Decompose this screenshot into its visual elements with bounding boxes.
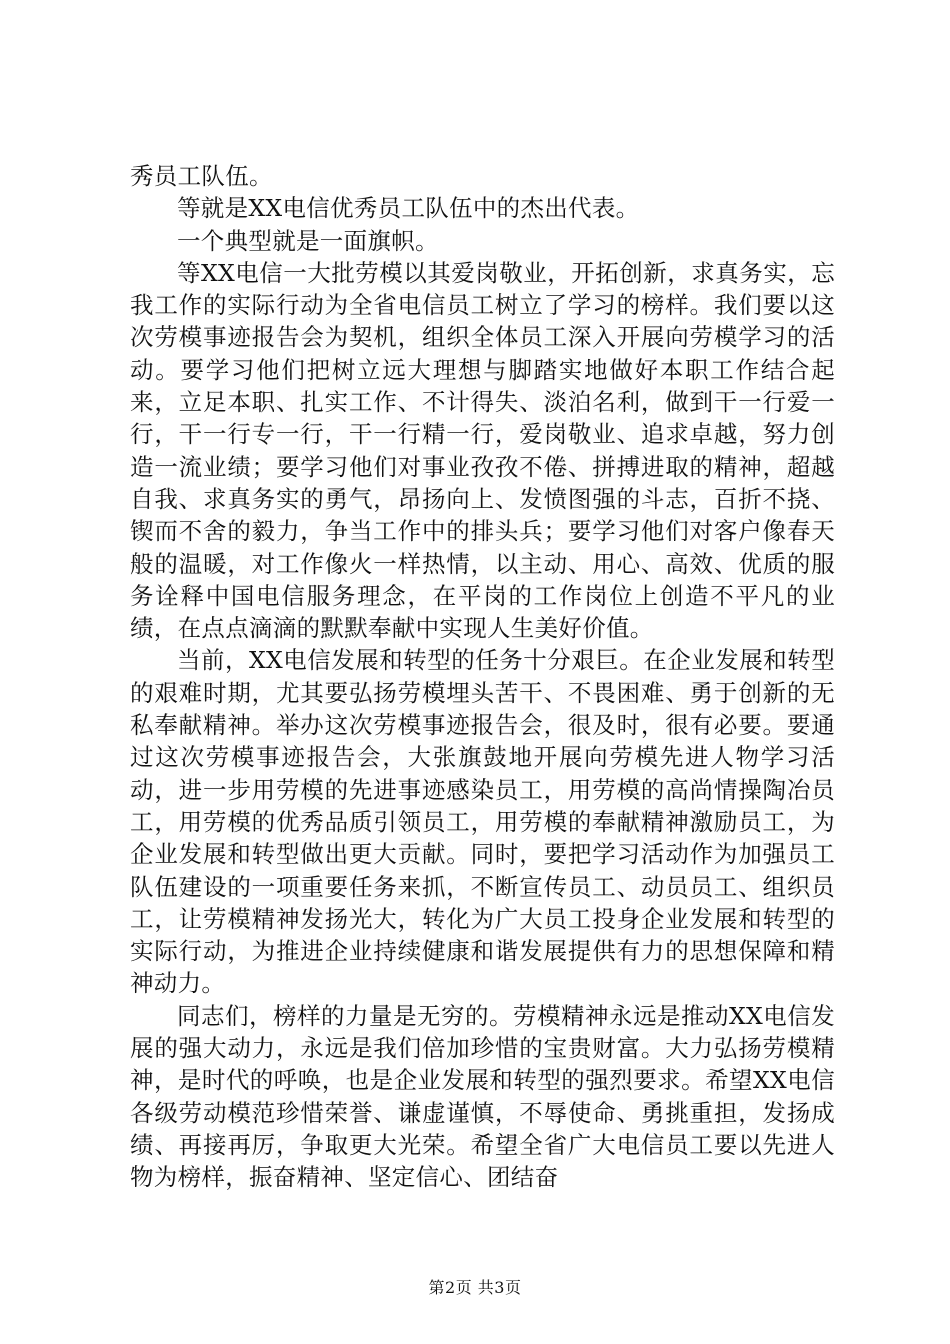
- paragraph: 同志们，榜样的力量是无穷的。劳模精神永远是推动XX电信发展的强大动力，永远是我们倍加珍惜的宝贵财富。大力弘扬劳模精神，是时代的呼唤，也是企业发展和转型的强烈要求。希望XX电信各级劳动模范珍惜荣誉、谦虚谨慎，不辱使命、勇挑重担，发扬成绩、再接再厉，争取更大光荣。希望全省广大电信员工要以先进人物为榜样，振奋精神、坚定信心、团结奋: [130, 1001, 835, 1192]
- page-footer: 第2页 共3页: [428, 1278, 522, 1297]
- paragraph: 一个典型就是一面旗帜。: [177, 226, 439, 255]
- document-body: [130, 160, 835, 1194]
- paragraph: 等XX电信一大批劳模以其爱岗敬业，开拓创新，求真务实，忘我工作的实际行动为全省电信员工树立了学习的榜样。我们要以这次劳模事迹报告会为契机，组织全体员工深入开展向劳模学习的活动。要学习他们把树立远大理想与脚踏实地做好本职工作结合起来，立足本职、扎实工作、不计得失、淡泊名利，做到干一行爱一行，干一行专一行，干一行精一行，爱岗敬业、追求卓越，努力创造一流业绩；要学习他们对事业孜孜不倦、拼搏进取的精神，超越自我、求真务实的勇气，昂扬向上、发愤图强的斗志，百折不挠、锲而不舍的毅力，争当工作中的排头兵；要学习他们对客户像春天般的温暖，对工作像火一样热情，以主动、用心、高效、优质的服务诠释中国电信服务理念，在平岗的工作岗位上创造不平凡的业绩，在点点滴滴的默默奉献中实现人生美好价值。: [130, 258, 835, 643]
- paragraph: 等就是XX电信优秀员工队伍中的杰出代表。: [177, 194, 640, 223]
- paragraph: 当前，XX电信发展和转型的任务十分艰巨。在企业发展和转型的艰难时期，尤其要弘扬劳模埋头苦干、不畏困难、勇于创新的无私奉献精神。举办这次劳模事迹报告会，很及时，很有必要。要通过这次劳模事迹报告会，大张旗鼓地开展向劳模先进人物学习活动，进一步用劳模的先进事迹感染员工，用劳模的高尚情操陶冶员工，用劳模的优秀品质引领员工，用劳模的奉献精神激励员工，为企业发展和转型做出更大贡献。同时，要把学习活动作为加强员工队伍建设的一项重要任务来抓，不断宣传员工、动员员工、组织员工，让劳模精神发扬光大，转化为广大员工投身企业发展和转型的实际行动，为推进企业持续健康和谐发展提供有力的思想保障和精神动力。: [130, 646, 835, 998]
- paragraph-continued: 秀员工队伍。: [130, 162, 273, 190]
